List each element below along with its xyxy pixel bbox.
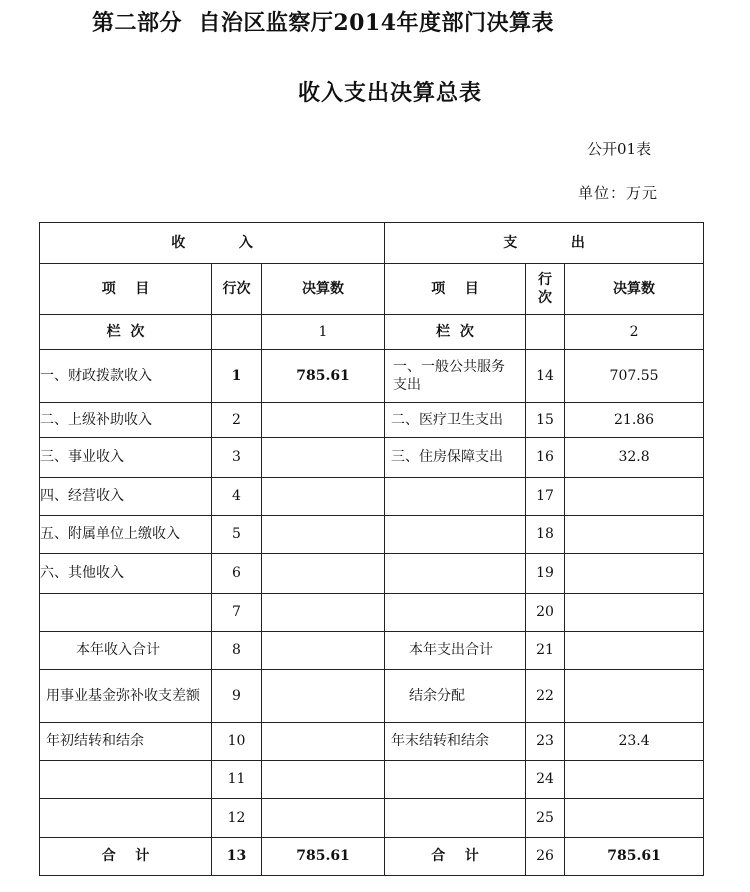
- income-amount: [262, 403, 385, 438]
- lanci-number-left: 1: [262, 315, 385, 350]
- income-item: 六、其他收入: [40, 554, 212, 594]
- income-row-no: 2: [212, 403, 262, 438]
- expense-amount: [565, 670, 704, 723]
- income-section-header: 收 入: [40, 223, 385, 264]
- income-amount: [262, 761, 385, 799]
- expense-row-no: 18: [526, 516, 565, 554]
- table-row: [40, 438, 704, 478]
- unit-label: 单位：万元: [578, 184, 659, 202]
- expense-row-no: 20: [526, 594, 565, 632]
- table-row: [40, 594, 704, 632]
- income-row-no: 12: [212, 799, 262, 838]
- table-row: [40, 632, 704, 670]
- expense-total-row-no: 26: [526, 838, 565, 876]
- table-row: [40, 799, 704, 838]
- expense-row-no: 16: [526, 438, 565, 478]
- income-item: [40, 594, 212, 632]
- document-title: 第二部分 自治区监察厅2014年度部门决算表: [92, 10, 555, 36]
- income-row-no: 6: [212, 554, 262, 594]
- lanci-empty-right: [526, 315, 565, 350]
- expense-item: 结余分配: [385, 670, 526, 723]
- table-row: [40, 761, 704, 799]
- income-row-no: 9: [212, 670, 262, 723]
- table-row: [40, 478, 704, 516]
- table-subtitle: 收入支出决算总表: [298, 80, 483, 106]
- expense-amount: [565, 594, 704, 632]
- expense-amount: [565, 632, 704, 670]
- income-row-no: 7: [212, 594, 262, 632]
- expense-item: [385, 516, 526, 554]
- expense-row-no: 21: [526, 632, 565, 670]
- table-row: [40, 350, 704, 403]
- income-item: 五、附属单位上缴收入: [40, 516, 212, 554]
- income-row-no: 5: [212, 516, 262, 554]
- expense-amount: 32.8: [565, 438, 704, 478]
- expense-row-no: 19: [526, 554, 565, 594]
- expense-amount: 21.86: [565, 403, 704, 438]
- expense-amount: 707.55: [565, 350, 704, 403]
- income-item: 一、财政拨款收入: [40, 350, 212, 403]
- table-row: [40, 670, 704, 723]
- expense-row-no: 23: [526, 723, 565, 761]
- income-row-no: 3: [212, 438, 262, 478]
- income-amount: [262, 799, 385, 838]
- col-header-row-no-2: 行次: [526, 264, 565, 315]
- income-amount: [262, 594, 385, 632]
- expense-item: [385, 799, 526, 838]
- income-amount: [262, 670, 385, 723]
- expense-row-no: 15: [526, 403, 565, 438]
- income-row-no: 4: [212, 478, 262, 516]
- expense-total-amount: 785.61: [565, 838, 704, 876]
- income-total-label: 合 计: [40, 838, 212, 876]
- total-row: [40, 838, 704, 876]
- expense-total-label: 合 计: [385, 838, 526, 876]
- lanci-label-left: 栏 次: [40, 315, 212, 350]
- income-row-no: 10: [212, 723, 262, 761]
- income-row-no: 11: [212, 761, 262, 799]
- income-item: 年初结转和结余: [40, 723, 212, 761]
- income-total-amount: 785.61: [262, 838, 385, 876]
- table-row: [40, 723, 704, 761]
- income-amount: [262, 632, 385, 670]
- expense-amount: [565, 516, 704, 554]
- lanci-number-right: 2: [565, 315, 704, 350]
- expense-amount: [565, 799, 704, 838]
- expense-row-no: 17: [526, 478, 565, 516]
- section-header-row: [40, 223, 704, 264]
- income-item: 三、事业收入: [40, 438, 212, 478]
- income-amount: 785.61: [262, 350, 385, 403]
- expense-amount: [565, 478, 704, 516]
- col-header-row-no: 行次: [212, 264, 262, 315]
- expense-amount: [565, 761, 704, 799]
- expense-item: [385, 478, 526, 516]
- expense-item: [385, 761, 526, 799]
- income-item: 用事业基金弥补收支差额: [40, 670, 212, 723]
- col-header-item: 项 目: [40, 264, 212, 315]
- income-item: 四、经营收入: [40, 478, 212, 516]
- table-row: [40, 403, 704, 438]
- expense-item: 三、住房保障支出: [385, 438, 526, 478]
- expense-amount: 23.4: [565, 723, 704, 761]
- income-item: [40, 799, 212, 838]
- col-header-amount: 决算数: [262, 264, 385, 315]
- expense-item: 本年支出合计: [385, 632, 526, 670]
- income-item: [40, 761, 212, 799]
- lanci-empty-left: [212, 315, 262, 350]
- income-amount: [262, 438, 385, 478]
- expense-row-no: 22: [526, 670, 565, 723]
- column-header-row: [40, 264, 704, 315]
- expense-row-no: 24: [526, 761, 565, 799]
- expense-section-header: 支 出: [385, 223, 704, 264]
- income-amount: [262, 516, 385, 554]
- col-header-amount-2: 决算数: [565, 264, 704, 315]
- income-item: 二、上级补助收入: [40, 403, 212, 438]
- budget-table: [39, 222, 704, 876]
- expense-row-no: 25: [526, 799, 565, 838]
- table-row: [40, 516, 704, 554]
- income-amount: [262, 723, 385, 761]
- lanci-row: [40, 315, 704, 350]
- expense-item: [385, 554, 526, 594]
- expense-item: 年末结转和结余: [385, 723, 526, 761]
- form-number: 公开01表: [587, 140, 652, 158]
- expense-item: [385, 594, 526, 632]
- lanci-label-right: 栏 次: [385, 315, 526, 350]
- table-row: [40, 554, 704, 594]
- income-amount: [262, 478, 385, 516]
- income-item: 本年收入合计: [40, 632, 212, 670]
- col-header-item-2: 项 目: [385, 264, 526, 315]
- expense-item: 一、一般公共服务支出: [385, 350, 526, 403]
- expense-row-no: 14: [526, 350, 565, 403]
- income-amount: [262, 554, 385, 594]
- income-row-no: 8: [212, 632, 262, 670]
- income-total-row-no: 13: [212, 838, 262, 876]
- expense-amount: [565, 554, 704, 594]
- expense-item: 二、医疗卫生支出: [385, 403, 526, 438]
- income-row-no: 1: [212, 350, 262, 403]
